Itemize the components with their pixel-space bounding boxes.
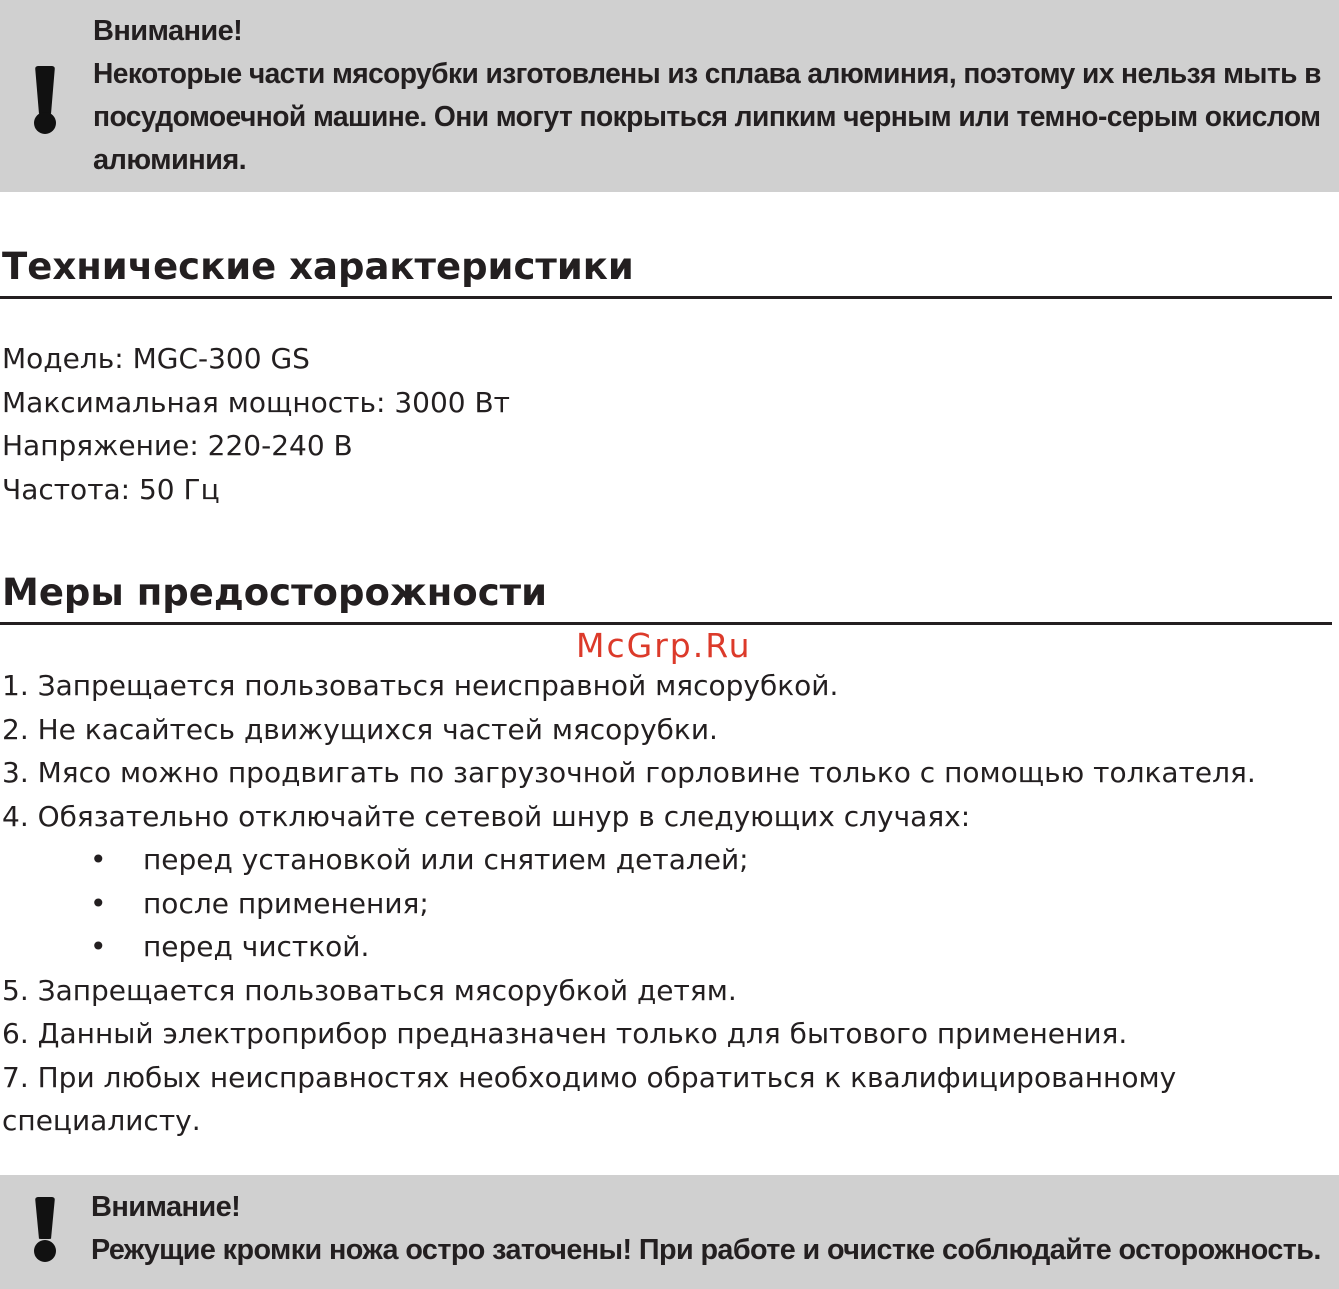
precautions-heading: Меры предосторожности <box>2 571 547 614</box>
warning-line: алюминия. <box>93 144 247 176</box>
exclamation-icon <box>30 1197 60 1263</box>
list-item: 6. Данный электроприбор предназначен только для бытового применения. <box>2 1017 1128 1050</box>
list-item: 7. При любых неисправностях необходимо обратиться к квалифицированному <box>2 1060 1177 1094</box>
list-item: 1. Запрещается пользоваться неисправной мясорубкой. <box>2 669 839 702</box>
watermark: McGrp.Ru <box>576 626 752 665</box>
specs-list <box>2 337 510 511</box>
spec-item: Модель: MGC-300 GS <box>2 342 310 375</box>
sub-list-item <box>2 882 1256 926</box>
spec-item: Напряжение: 220-240 В <box>2 429 353 462</box>
sub-list-item <box>2 925 1256 969</box>
list-item: 2. Не касайтесь движущихся частей мясорубки. <box>2 712 718 746</box>
warning-text <box>91 1186 1319 1272</box>
exclamation-icon <box>30 66 60 134</box>
bullet-icon: • <box>90 930 107 963</box>
list-item: специалисту. <box>2 1104 201 1137</box>
specs-heading: Технические характеристики <box>2 245 634 288</box>
list-item: 3. Мясо можно продвигать по загрузочной горловине только с помощью толкателя. <box>2 756 1256 789</box>
warning-line: Некоторые части мясорубки изготовлены из сплава алюминия, поэтому их нельзя мыть в <box>93 58 1321 90</box>
warning-text <box>93 10 1319 182</box>
sub-list-item <box>2 838 1256 882</box>
warning-line: посудомоечной машине. Они могут покрыться липким черным или темно-серым окислом <box>93 101 1321 133</box>
spec-item: Максимальная мощность: 3000 Вт <box>2 385 510 419</box>
warning-title: Внимание! <box>91 1191 241 1223</box>
list-item: 4. Обязательно отключайте сетевой шнур в следующих случаях: <box>2 799 971 833</box>
sub-item-text: после применения; <box>143 886 429 920</box>
sub-item-text: перед установкой или снятием деталей; <box>143 843 749 876</box>
warning-title: Внимание! <box>93 15 243 47</box>
precautions-list <box>2 664 1256 1143</box>
list-item: 5. Запрещается пользоваться мясорубкой детям. <box>2 973 737 1007</box>
warning-line: Режущие кромки ножа остро заточены! При работе и очистке соблюдайте осторожность. <box>91 1234 1321 1266</box>
bullet-icon: • <box>90 886 107 920</box>
sub-item-text: перед чисткой. <box>143 930 370 963</box>
bullet-icon: • <box>90 843 107 876</box>
warning-box-top <box>0 0 1339 192</box>
spec-item: Частота: 50 Гц <box>2 472 220 506</box>
divider <box>0 296 1332 299</box>
